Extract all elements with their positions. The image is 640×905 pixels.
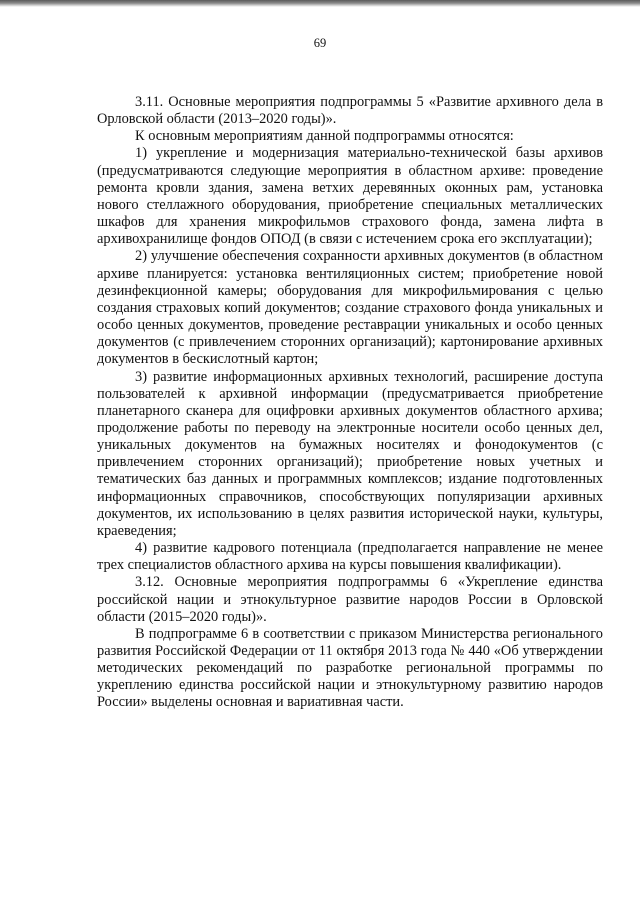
- paragraph-item-3: 3) развитие информационных архивных технологий, расширение доступа пользователей к архивной информации (предусматривается приобретение планетарного сканера для оцифровки архивных документов областного архива; продолжение работы по переводу на электронные носители особо ценных дел, уникальных документов на бумажных носителях и фонодокументов (с привлечением сторонних организаций); приобретение новых учетных и тематических баз данных и программных комплексов; издание подготовленных информационных справочников, способствующих популяризации архивных документов, их использованию в целях развития исторической науки, культуры, краеведения;: [97, 368, 603, 539]
- scan-top-edge: [0, 0, 640, 7]
- paragraph-item-2: 2) улучшение обеспечения сохранности архивных документов (в областном архиве планируется: установка вентиляционных систем; приобретение новой дезинфекционной камеры; оборудования для микрофильмирования с целью создания страховых копий документов; создание страхового фонда уникальных и особо ценных документов, проведение реставрации уникальных и особо ценных документов (с привлечением сторонних организаций); картонирование архивных документов в бескислотный картон;: [97, 248, 603, 368]
- paragraph-intro: К основным мероприятиям данной подпрограммы относятся:: [135, 128, 514, 145]
- paragraph-item-1: 1) укрепление и модернизация материально-технической базы архивов (предусматриваются следующие мероприятия в областном архиве: проведение ремонта кровли здания, замена ветхих деревянных оконных рам, установка нового стеллажного оборудования, приобретение специальных металлических шкафов для хранения микрофильмов страхового фонда, замена лифта в архивохранилище фондов ОПОД (в связи с истечением срока его эксплуатации);: [97, 145, 603, 248]
- paragraph-heading-3-11: 3.11. Основные мероприятия подпрограммы 5 «Развитие архивного дела в Орловской области (2013–2020 годы)».: [97, 94, 603, 128]
- paragraph-subprogram-6: В подпрограмме 6 в соответствии с приказом Министерства регионального развития Российской Федерации от 11 октября 2013 года № 440 «Об утверждении методических рекомендаций по разработке региональной программы по укреплению единства российской нации и этнокультурному развитию народов России» выделены основная и вариативная части.: [97, 625, 603, 711]
- document-body: [97, 94, 603, 712]
- page-number: 69: [313, 36, 327, 50]
- paragraph-heading-3-12: 3.12. Основные мероприятия подпрограммы 6 «Укрепление единства российской нации и этнокультурное развитие народов России в Орловской области (2015–2020 годы)».: [97, 574, 603, 625]
- paragraph-item-4: 4) развитие кадрового потенциала (предполагается направление не менее трех специалистов областного архива на курсы повышения квалификации).: [97, 540, 603, 574]
